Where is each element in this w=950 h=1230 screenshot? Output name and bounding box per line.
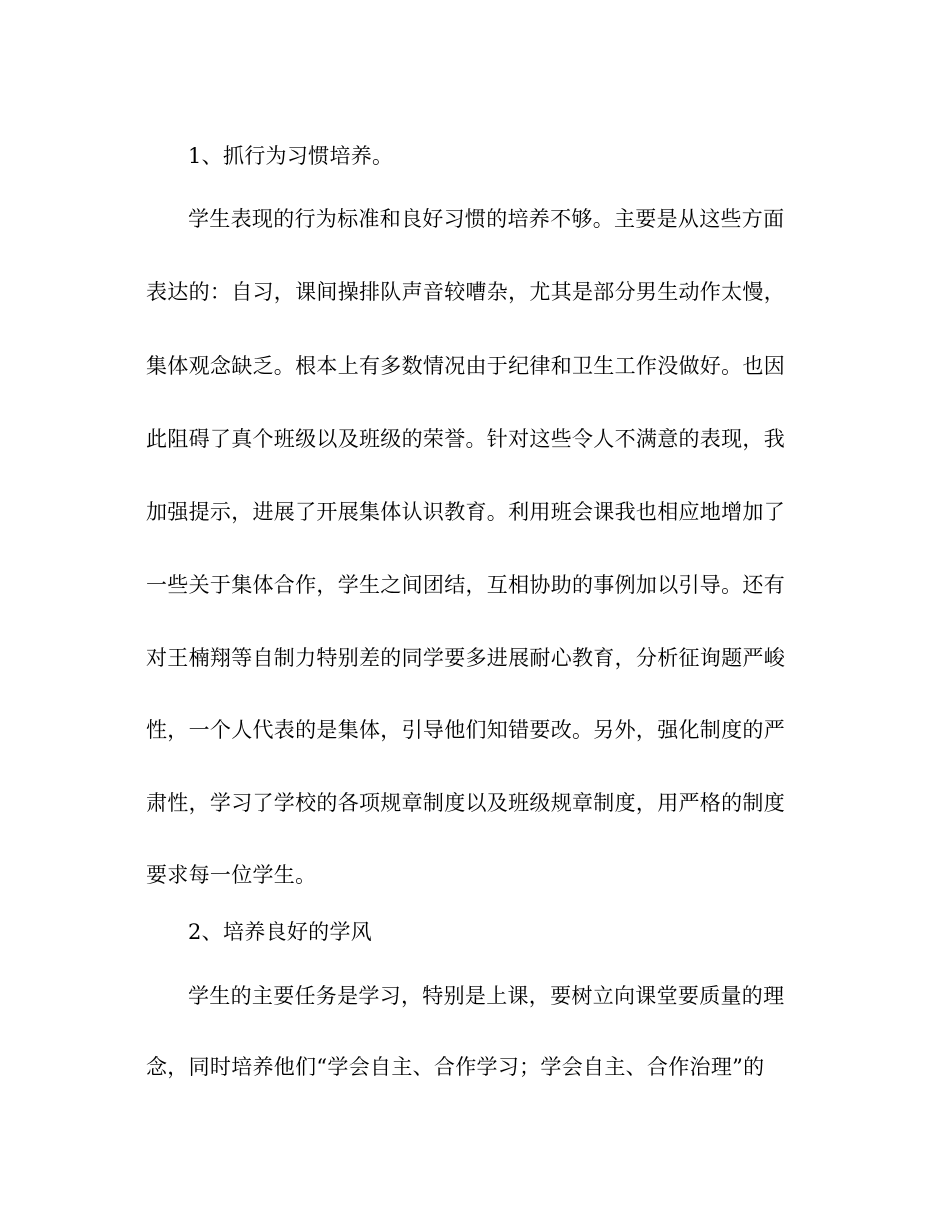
paragraph-line: 学生表现的行为标准和良好习惯的培养不够。主要是从这些方面 xyxy=(188,207,785,231)
paragraph-line: 此阻碍了真个班级以及班级的荣誉。针对这些令人不满意的表现，我 xyxy=(146,427,785,451)
paragraph-line: 要求每一位学生。 xyxy=(146,863,317,887)
section-heading-1: 1、抓行为习惯培养。 xyxy=(188,144,394,168)
paragraph-line: 对王楠翔等自制力特别差的同学要多进展耐心教育，分析征询题严峻 xyxy=(146,646,785,670)
paragraph-line: 集体观念缺乏。根本上有多数情况由于纪律和卫生工作没做好。也因 xyxy=(146,354,785,378)
paragraph-line: 表达的：自习，课间操排队声音较嘈杂，尤其是部分男生动作太慢， xyxy=(146,280,785,304)
paragraph-line: 学生的主要任务是学习，特别是上课，要树立向课堂要质量的理 xyxy=(188,984,785,1008)
paragraph-line: 加强提示，进展了开展集体认识教育。利用班会课我也相应地增加了 xyxy=(146,500,785,524)
paragraph-line: 一些关于集体合作，学生之间团结，互相协助的事例加以引导。还有 xyxy=(146,573,785,597)
section-heading-2: 2、培养良好的学风 xyxy=(188,920,373,944)
paragraph-line: 性，一个人代表的是集体，引导他们知错要改。另外，强化制度的严 xyxy=(146,718,785,742)
paragraph-line: 念，同时培养他们“学会自主、合作学习；学会自主、合作治理”的 xyxy=(146,1055,765,1079)
paragraph-line: 肃性，学习了学校的各项规章制度以及班级规章制度，用严格的制度 xyxy=(146,791,785,815)
